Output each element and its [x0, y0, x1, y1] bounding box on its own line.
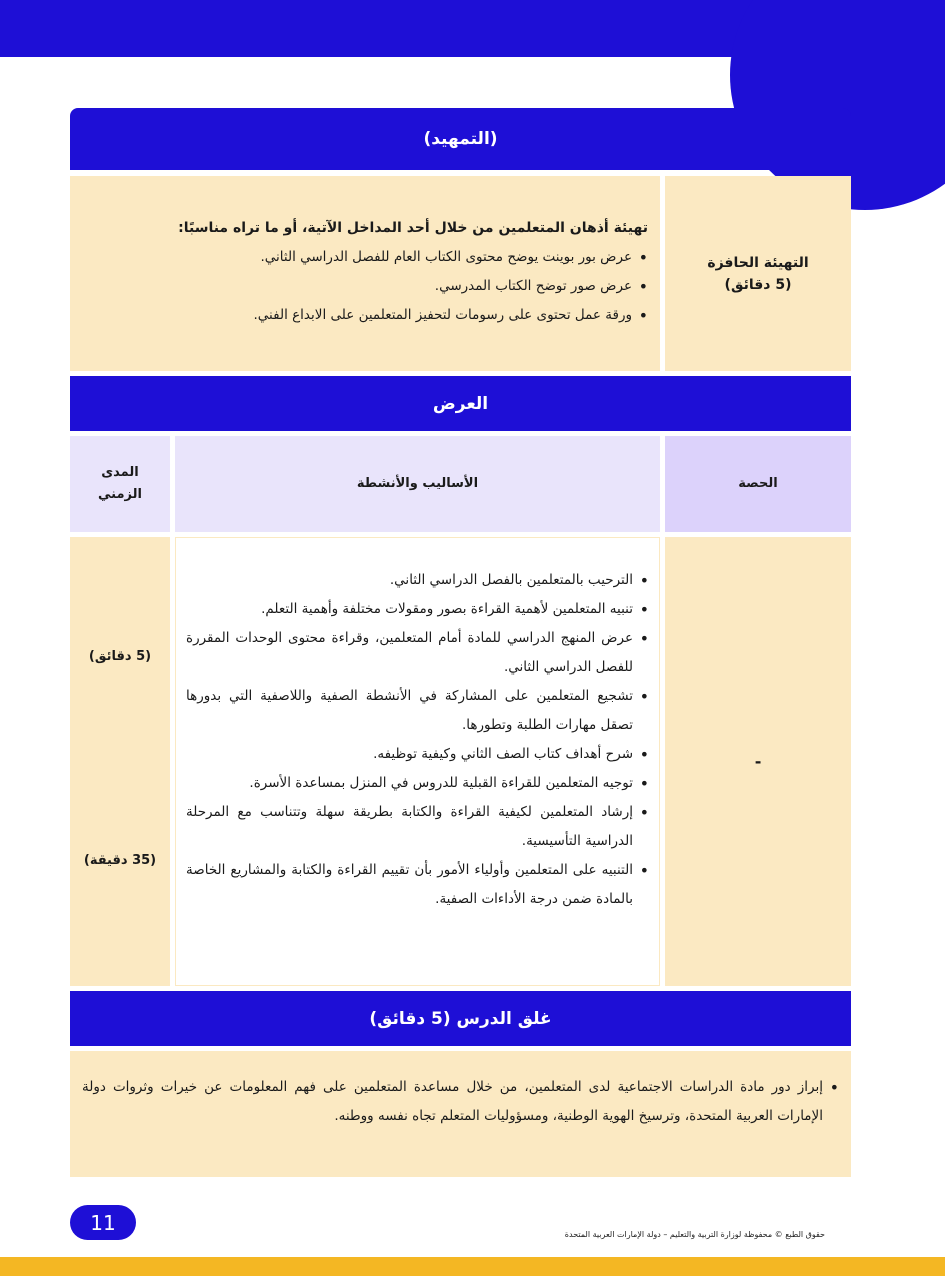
- list-item: • عرض المنهج الدراسي للمادة أمام المتعلمين، وقراءة محتوى الوحدات المقررة للفصل الدراسي الثاني.: [186, 624, 649, 682]
- page-number-badge: [70, 1205, 136, 1240]
- list-item: • عرض بور بوينت يوضح محتوى الكتاب العام للفصل الدراسي الثاني.: [82, 243, 648, 272]
- intro-label-cell: [665, 176, 851, 371]
- duration-cell: [70, 537, 170, 986]
- list-item: • تشجيع المتعلمين على المشاركة في الأنشطة الصفية واللاصفية التي بدورها تصقل مهارات الطلبة وتطورها.: [186, 682, 649, 740]
- closing-content: [70, 1051, 851, 1177]
- column-header-lesson: الحصة: [665, 436, 851, 532]
- closing-list: [82, 1073, 839, 1131]
- column-header-methods: الأساليب والأنشطة: [175, 436, 660, 532]
- column-header-row: [70, 436, 851, 532]
- column-header-duration-label: المدى الزمني: [98, 465, 142, 502]
- activities-row: [70, 537, 851, 986]
- list-item: • الترحيب بالمتعلمين بالفصل الدراسي الثاني.: [186, 566, 649, 595]
- column-header-duration: [70, 436, 170, 532]
- copyright-text: حقوق الطبع © محفوظة لوزارة التربية والتعليم – دولة الإمارات العربية المتحدة: [564, 1230, 825, 1239]
- duration-first: (5 دقائق): [88, 649, 152, 664]
- intro-label-title: التهيئة الحافزة: [707, 254, 809, 271]
- intro-lead: تهيئة أذهان المتعلمين من خلال أحد المداخل الآتية، أو ما تراه مناسبًا:: [178, 220, 648, 236]
- duration-second: (35 دقيقة): [83, 853, 157, 868]
- page-number: 11: [90, 1210, 116, 1235]
- main-header: [70, 376, 851, 431]
- intro-row: [70, 176, 851, 371]
- list-item: • التنبيه على المتعلمين وأولياء الأمور بأن تقييم القراءة والكتابة والمشاريع الخاصة بالمادة ضمن درجة الأداءات الصفية.: [186, 856, 649, 914]
- closing-row: [70, 1051, 851, 1177]
- main-header-label: العرض: [432, 393, 489, 414]
- closing-header-label: غلق الدرس (5 دقائق): [369, 1008, 552, 1029]
- list-item: • عرض صور توضح الكتاب المدرسي.: [82, 272, 648, 301]
- closing-header: [70, 991, 851, 1046]
- lesson-cell: -: [665, 537, 851, 986]
- bottom-decorative-band: [0, 1257, 945, 1276]
- intro-label-time: (5 دقائق): [724, 276, 792, 293]
- list-item: • إرشاد المتعلمين لكيفية القراءة والكتابة بطريقة سهلة وتتناسب مع المرحلة الدراسية التأسيسية.: [186, 798, 649, 856]
- methods-cell: [175, 537, 660, 986]
- activities-list: [186, 566, 649, 914]
- list-item: • شرح أهداف كتاب الصف الثاني وكيفية توظيفه.: [186, 740, 649, 769]
- list-item: • تنبيه المتعلمين لأهمية القراءة بصور ومقولات مختلفة وأهمية التعلم.: [186, 595, 649, 624]
- intro-content-cell: [70, 176, 660, 371]
- intro-header: [70, 108, 851, 170]
- intro-header-label: (التمهيد): [423, 129, 498, 149]
- list-item: • ورقة عمل تحتوى على رسومات لتحفيز المتعلمين على الابداع الفني.: [82, 301, 648, 330]
- list-item: • إبراز دور مادة الدراسات الاجتماعية لدى المتعلمين، من خلال مساعدة المتعلمين على فهم المعلومات عن خيرات وثروات دولة الإمارات العربية المتحدة، وترسيخ الهوية الوطنية، ومسؤوليات المتعلم تجاه نفسه ووطنه.: [82, 1073, 839, 1131]
- lesson-plan-table: [70, 108, 851, 1177]
- intro-list: [82, 243, 648, 330]
- list-item: • توجيه المتعلمين للقراءة القبلية للدروس في المنزل بمساعدة الأسرة.: [186, 769, 649, 798]
